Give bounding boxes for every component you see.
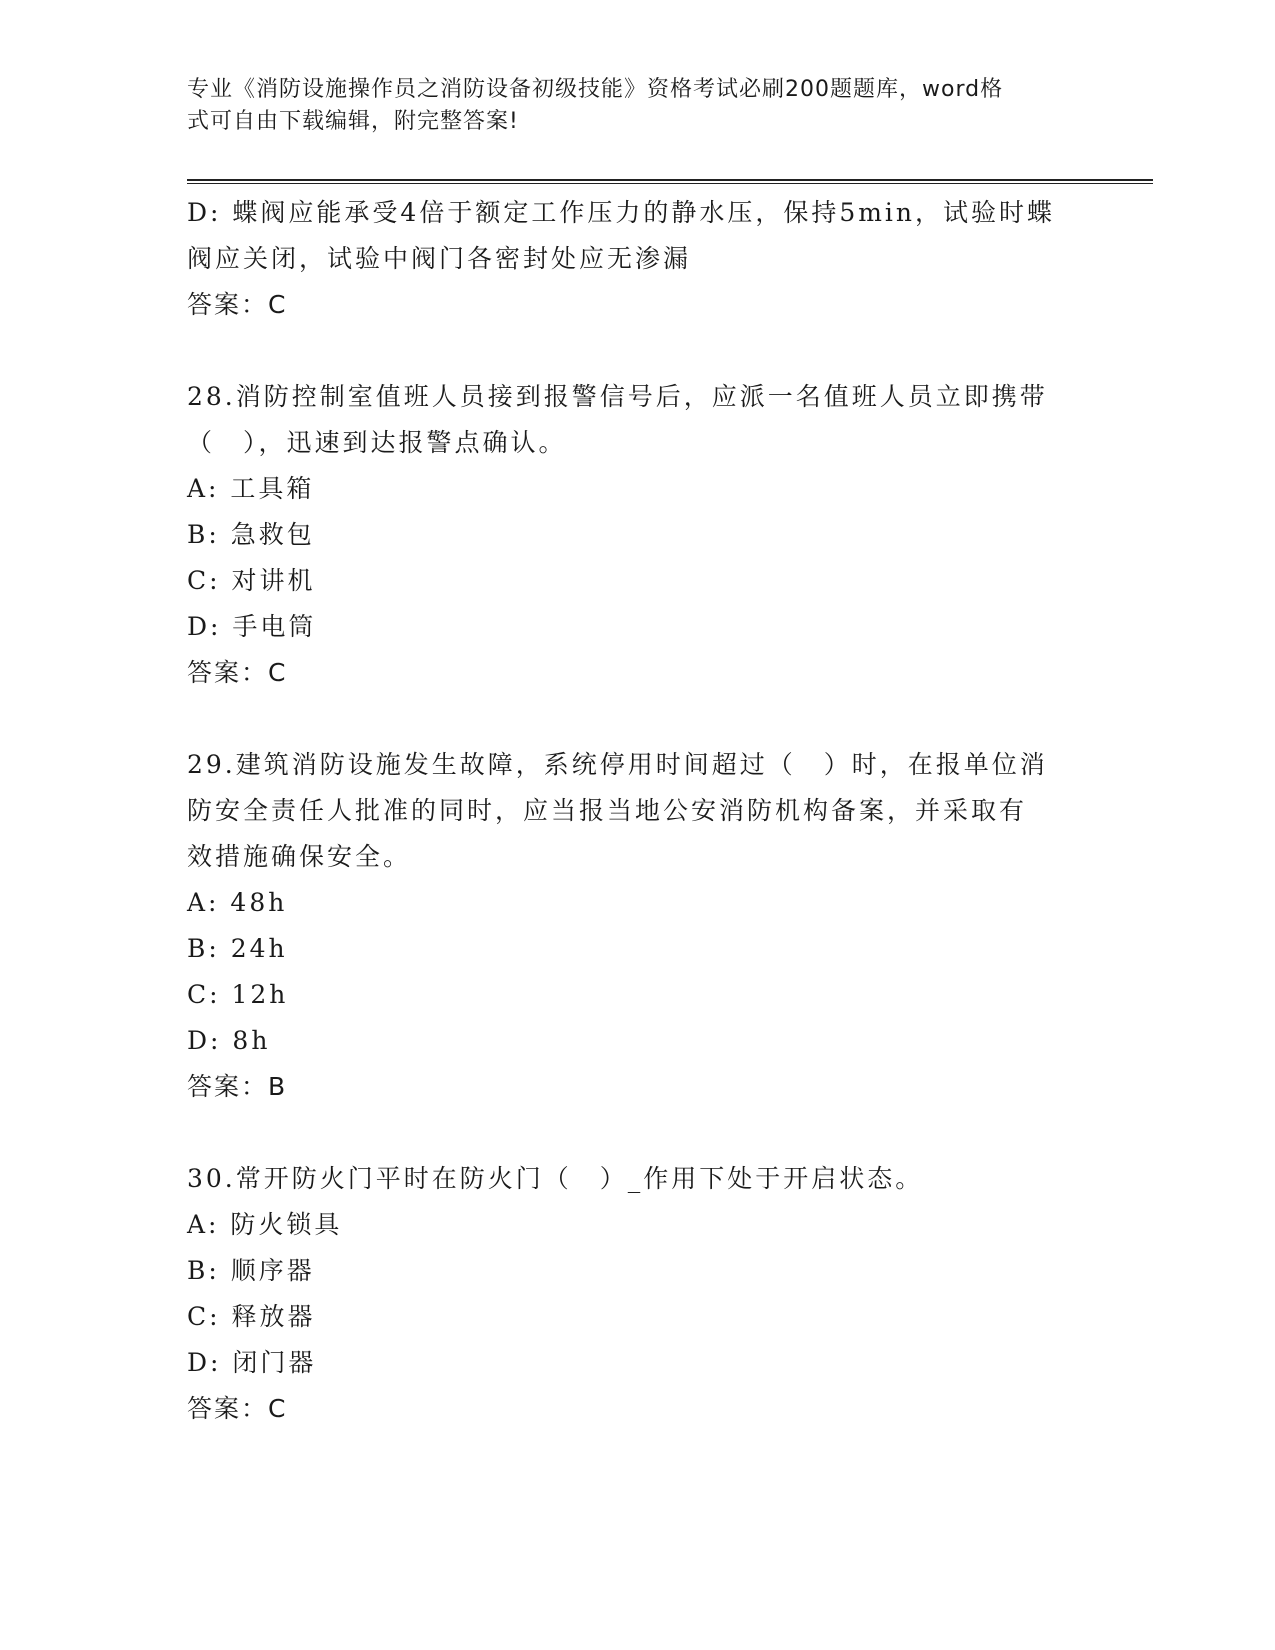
option-b: B: 顺序器 bbox=[187, 1256, 315, 1285]
option-b: B: 24h bbox=[187, 934, 288, 963]
option-d: D: 8h bbox=[187, 1026, 271, 1055]
document-header bbox=[187, 74, 1077, 138]
answer-line: 答案：C bbox=[187, 290, 288, 319]
question-stem-line: 防安全责任人批准的同时，应当报当地公安消防机构备案，并采取有 bbox=[187, 796, 1028, 825]
spacer bbox=[187, 1110, 1087, 1156]
option-c: C: 释放器 bbox=[187, 1302, 316, 1331]
header-divider-top bbox=[187, 179, 1153, 181]
option-c: C: 12h bbox=[187, 980, 289, 1009]
question-stem-line: 30.常开防火门平时在防火门（ ）_作用下处于开启状态。 bbox=[187, 1164, 924, 1193]
spacer bbox=[187, 696, 1087, 742]
question-stem-line: 29.建筑消防设施发生故障，系统停用时间超过（ ）时，在报单位消 bbox=[187, 750, 1048, 779]
header-line-1: 专业《消防设施操作员之消防设备初级技能》资格考试必刷200题题库，word格 bbox=[187, 77, 1004, 102]
question-stem-line: 28.消防控制室值班人员接到报警信号后，应派一名值班人员立即携带 bbox=[187, 382, 1048, 411]
option-d: D: 手电筒 bbox=[187, 612, 317, 641]
option-d: D: 闭门器 bbox=[187, 1348, 317, 1377]
question-28 bbox=[187, 374, 1087, 696]
answer-line: 答案：C bbox=[187, 658, 288, 687]
question-29 bbox=[187, 742, 1087, 1110]
question-list bbox=[187, 190, 1087, 1432]
option-a: A: 工具箱 bbox=[187, 474, 315, 503]
option-c: C: 对讲机 bbox=[187, 566, 316, 595]
question-30 bbox=[187, 1156, 1087, 1432]
option-b: B: 急救包 bbox=[187, 520, 315, 549]
answer-line: 答案：B bbox=[187, 1072, 288, 1101]
option-d-line-1: D: 蝶阀应能承受4倍于额定工作压力的静水压，保持5min，试验时蝶 bbox=[187, 198, 1056, 227]
option-a: A: 防火锁具 bbox=[187, 1210, 343, 1239]
spacer bbox=[187, 328, 1087, 374]
answer-line: 答案：C bbox=[187, 1394, 288, 1423]
option-d-line-2: 阀应关闭，试验中阀门各密封处应无渗漏 bbox=[187, 244, 692, 273]
question-stem-line: 效措施确保安全。 bbox=[187, 842, 412, 871]
question-stem-line: （ ），迅速到达报警点确认。 bbox=[187, 428, 567, 457]
header-line-2: 式可自由下载编辑，附完整答案! bbox=[187, 109, 519, 134]
option-a: A: 48h bbox=[187, 888, 288, 917]
previous-question-tail bbox=[187, 190, 1087, 328]
header-divider-bottom bbox=[187, 183, 1153, 184]
